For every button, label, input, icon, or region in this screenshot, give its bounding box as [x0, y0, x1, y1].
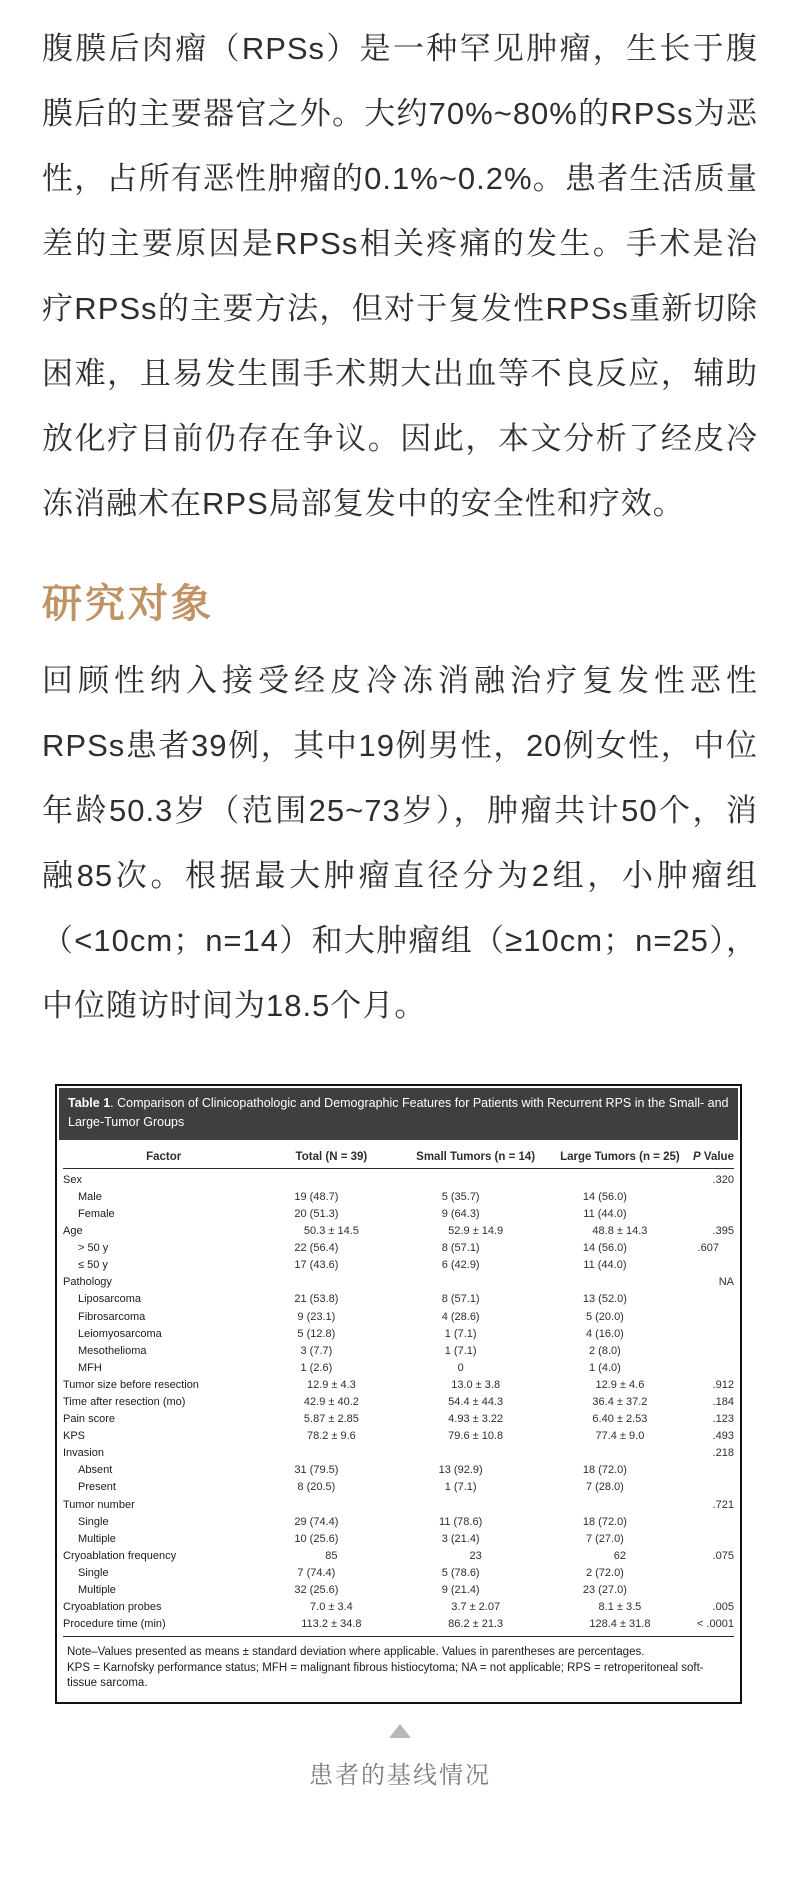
table-cell-factor: Pathology [63, 1276, 112, 1289]
table-cell-total: 22 (56.4) [294, 1242, 339, 1255]
table-cell-large: 4 (16.0) [585, 1327, 624, 1340]
table-cell-total: 21 (53.8) [294, 1293, 339, 1306]
table-cell-large: 12.9 ± 4.6 [595, 1378, 645, 1391]
table-row [63, 1377, 734, 1394]
table-cell-total: 5.87 ± 2.85 [303, 1413, 359, 1426]
table-cell-total: 1 (2.6) [300, 1361, 333, 1374]
table-cell-p: .184 [712, 1395, 734, 1408]
table-cell-total: 12.9 ± 4.3 [306, 1378, 356, 1391]
table-cell-factor: Time after resection (mo) [63, 1395, 186, 1408]
column-header-p-value [687, 1151, 734, 1163]
table-cell-small: 9 (21.4) [441, 1584, 480, 1596]
table-cell-factor: Pain score [63, 1413, 115, 1426]
table-row [63, 1479, 734, 1496]
table-cell-p: .320 [712, 1173, 734, 1186]
table-cell-small: 3 (21.4) [441, 1532, 480, 1545]
table-row [63, 1240, 734, 1257]
table-cell-factor: > 50 y [78, 1242, 109, 1255]
table-cell-total: 17 (43.6) [294, 1259, 339, 1272]
column-header-large-tumors: Large Tumors (n = 25) [560, 1150, 680, 1163]
table-cell-total: 85 [325, 1549, 338, 1562]
table-cell-small: 1 (7.1) [444, 1344, 477, 1357]
table-cell-factor: Male [78, 1190, 102, 1203]
table1-grid [57, 1142, 740, 1634]
table-cell-p: .005 [712, 1601, 734, 1614]
table-cell-large: 14 (56.0) [582, 1242, 627, 1255]
table-cell-p: .123 [712, 1413, 734, 1426]
table1-figure [55, 1084, 742, 1704]
table-cell-factor: Multiple [78, 1532, 116, 1545]
table-cell-small: 5 (78.6) [441, 1566, 480, 1579]
table-cell-total: 50.3 ± 14.5 [303, 1225, 359, 1238]
table-cell-total: 42.9 ± 40.2 [303, 1395, 359, 1408]
table-cell-small: 6 (42.9) [441, 1259, 480, 1272]
table-cell-small: 8 (57.1) [441, 1242, 480, 1255]
table-cell-factor: Single [78, 1515, 109, 1528]
table-cell-factor: Cryoablation probes [63, 1601, 162, 1614]
table-cell-factor: Procedure time (min) [63, 1618, 166, 1631]
table-cell-large: 7 (28.0) [585, 1481, 624, 1494]
table-row [63, 1274, 734, 1291]
table-cell-factor: Age [63, 1225, 83, 1238]
table-row [63, 1291, 734, 1308]
table-cell-factor: Leiomyosarcoma [78, 1327, 162, 1340]
table-row [63, 1548, 734, 1565]
table-body [63, 1169, 734, 1634]
table-cell-small: 13 (92.9) [438, 1464, 483, 1477]
table-row [63, 1172, 734, 1189]
table-cell-large: 6.40 ± 2.53 [592, 1413, 648, 1426]
table-cell-large: 36.4 ± 37.2 [592, 1395, 648, 1408]
table-row [63, 1223, 734, 1240]
p-value-italic-p: P [693, 1150, 701, 1163]
table-cell-small: 1 (7.1) [444, 1481, 477, 1494]
table-cell-total: 9 (23.1) [297, 1310, 336, 1323]
figure-caption: 患者的基线情况 [309, 1761, 491, 1789]
table-cell-large: 5 (20.0) [585, 1310, 624, 1323]
figure-footer [42, 1724, 758, 1790]
table-cell-p: .721 [712, 1498, 734, 1511]
table-cell-factor: Fibrosarcoma [78, 1310, 146, 1323]
table-cell-factor: Mesothelioma [78, 1344, 147, 1357]
table-cell-factor: Female [78, 1207, 115, 1220]
table-row [63, 1343, 734, 1360]
table-cell-total: 7 (74.4) [297, 1566, 336, 1579]
table-cell-large: 62 [613, 1549, 627, 1562]
table-cell-factor: Present [78, 1481, 116, 1494]
table-cell-total: 32 (25.6) [294, 1584, 339, 1596]
table-cell-small: 0 [457, 1361, 464, 1374]
table-cell-large: 2 (72.0) [585, 1566, 624, 1579]
table-cell-large: 18 (72.0) [582, 1515, 627, 1528]
table-cell-total: 10 (25.6) [294, 1532, 339, 1545]
table-cell-p: .493 [712, 1430, 734, 1443]
table-cell-large: 8.1 ± 3.5 [598, 1601, 642, 1614]
table-cell-p: .607 [697, 1242, 719, 1255]
note-line-2: KPS = Karnofsky performance status; MFH = malignant fibrous histiocytoma; NA = not applicable; RPS = retroperitoneal soft-tissue sarcoma. [67, 1661, 704, 1690]
table-cell-p: NA [718, 1276, 734, 1289]
table-cell-large: 2 (8.0) [589, 1344, 621, 1357]
table-cell-small: 54.4 ± 44.3 [448, 1395, 504, 1408]
column-header-total: Total (N = 39) [295, 1150, 368, 1163]
table-cell-small: 86.2 ± 21.3 [448, 1618, 504, 1631]
table-cell-large: 11 (44.0) [583, 1207, 627, 1220]
table-cell-total: 7.0 ± 3.4 [310, 1601, 353, 1614]
table-cell-factor: KPS [63, 1430, 86, 1443]
table-row [63, 1428, 734, 1445]
table-cell-small: 5 (35.7) [441, 1190, 480, 1203]
column-header-factor: Factor [146, 1150, 182, 1163]
table-row [63, 1565, 734, 1582]
table-row [63, 1394, 734, 1411]
table-cell-total: 20 (51.3) [294, 1207, 339, 1220]
table-cell-p: .912 [712, 1378, 734, 1391]
table-cell-small: 8 (57.1) [441, 1293, 480, 1306]
table-cell-factor: Cryoablation frequency [63, 1549, 177, 1562]
table-cell-large: 23 (27.0) [582, 1584, 627, 1596]
table-cell-small: 13.0 ± 3.8 [451, 1378, 501, 1391]
table-cell-small: 11 (78.6) [439, 1515, 483, 1528]
table-cell-factor: Sex [63, 1173, 82, 1186]
table-row [63, 1309, 734, 1326]
table-cell-factor: MFH [78, 1361, 102, 1374]
table-cell-small: 4 (28.6) [441, 1310, 480, 1323]
table-cell-total: 19 (48.7) [294, 1190, 339, 1203]
table-row [63, 1462, 734, 1479]
p-value-rest: Value [700, 1150, 734, 1163]
table-cell-factor: Invasion [63, 1447, 104, 1460]
table-cell-small: 79.6 ± 10.8 [448, 1430, 504, 1443]
table-row [63, 1599, 734, 1616]
table-row [63, 1582, 734, 1599]
table-cell-large: 13 (52.0) [582, 1293, 627, 1306]
table-row [63, 1616, 734, 1633]
table-row [63, 1189, 734, 1206]
table-row [63, 1360, 734, 1377]
table-cell-total: 31 (79.5) [294, 1464, 339, 1477]
table-cell-large: 1 (4.0) [589, 1361, 621, 1374]
table1-header-row [63, 1144, 734, 1169]
table-cell-factor: Single [78, 1566, 109, 1579]
table-cell-large: 7 (27.0) [585, 1532, 624, 1545]
article-page [0, 16, 800, 1790]
table-row [63, 1411, 734, 1428]
table-cell-small: 52.9 ± 14.9 [448, 1225, 504, 1238]
table1-note [63, 1636, 734, 1702]
intro-paragraph: 腹膜后肉瘤（RPSs）是一种罕见肿瘤，生长于腹膜后的主要器官之外。大约70%~80%的RPSs为恶性，占所有恶性肿瘤的0.1%~0.2%。患者生活质量差的主要原因是RPSs相关疼痛的发生。手术是治疗RPSs的主要方法，但对于复发性RPSs重新切除困难，且易发生围手术期大出血等不良反应，辅助放化疗目前仍存在争议。因此，本文分析了经皮冷冻消融术在RPS局部复发中的安全性和疗效。 [42, 31, 758, 521]
table-row [63, 1326, 734, 1343]
column-header-small-tumors: Small Tumors (n = 14) [416, 1150, 536, 1163]
table-cell-large: 128.4 ± 31.8 [589, 1618, 651, 1631]
table-cell-total: 113.2 ± 34.8 [301, 1618, 362, 1631]
table-cell-factor: Multiple [78, 1584, 116, 1596]
table-cell-p: .075 [712, 1549, 734, 1562]
collapse-triangle-icon [389, 1724, 411, 1738]
table-cell-total: 78.2 ± 9.6 [306, 1430, 356, 1443]
table-row [63, 1514, 734, 1531]
table-cell-factor: Tumor size before resection [63, 1378, 199, 1391]
methods-paragraph: 回顾性纳入接受经皮冷冻消融治疗复发性恶性RPSs患者39例，其中19例男性，20例女性，中位年龄50.3岁（范围25~73岁），肿瘤共计50个，消融85次。根据最大肿瘤直径分为2组，小肿瘤组（<10cm；n=14）和大肿瘤组（≥10cm；n=25），中位随访时间为18.5个月。 [42, 663, 758, 1023]
table-cell-small: 23 [469, 1549, 482, 1562]
table-cell-small: 9 (64.3) [441, 1207, 480, 1220]
table-cell-large: 77.4 ± 9.0 [595, 1430, 645, 1443]
table-row [63, 1257, 734, 1274]
table-cell-total: 29 (74.4) [294, 1515, 339, 1528]
note-line-1: Note–Values presented as means ± standard deviation where applicable. Values in parentheses are percentages. [67, 1646, 645, 1659]
table-cell-total: 5 (12.8) [297, 1327, 336, 1340]
table1-title-label: Table 1 [68, 1096, 111, 1110]
table-cell-large: 18 (72.0) [582, 1464, 627, 1477]
table-cell-factor: Liposarcoma [78, 1293, 141, 1306]
table1-title-bar [59, 1088, 738, 1140]
section-heading-study-subjects: 研究对象 [42, 580, 214, 627]
table-cell-small: 1 (7.1) [444, 1327, 477, 1340]
table-cell-p: .218 [712, 1447, 734, 1460]
table-cell-large: 14 (56.0) [582, 1190, 627, 1203]
table-cell-small: 3.7 ± 2.07 [451, 1601, 501, 1614]
table-cell-p: < .0001 [696, 1618, 734, 1631]
table-cell-p: .395 [712, 1225, 734, 1238]
table-cell-small: 4.93 ± 3.22 [448, 1413, 504, 1426]
table-cell-factor: Tumor number [63, 1498, 135, 1511]
table1-title-text: . Comparison of Clinicopathologic and Demographic Features for Patients with Recurrent RPS in the Small- and Large-Tumor Groups [68, 1096, 729, 1130]
table-row [63, 1531, 734, 1548]
table-row [63, 1497, 734, 1514]
table-cell-factor: Absent [78, 1464, 113, 1477]
table-cell-large: 11 (44.0) [583, 1259, 627, 1272]
table-row [63, 1206, 734, 1223]
table-cell-factor: ≤ 50 y [78, 1259, 108, 1272]
table-cell-total: 3 (7.7) [300, 1344, 333, 1357]
table-row [63, 1445, 734, 1462]
table-cell-large: 48.8 ± 14.3 [592, 1225, 648, 1238]
table-cell-total: 8 (20.5) [297, 1481, 336, 1494]
